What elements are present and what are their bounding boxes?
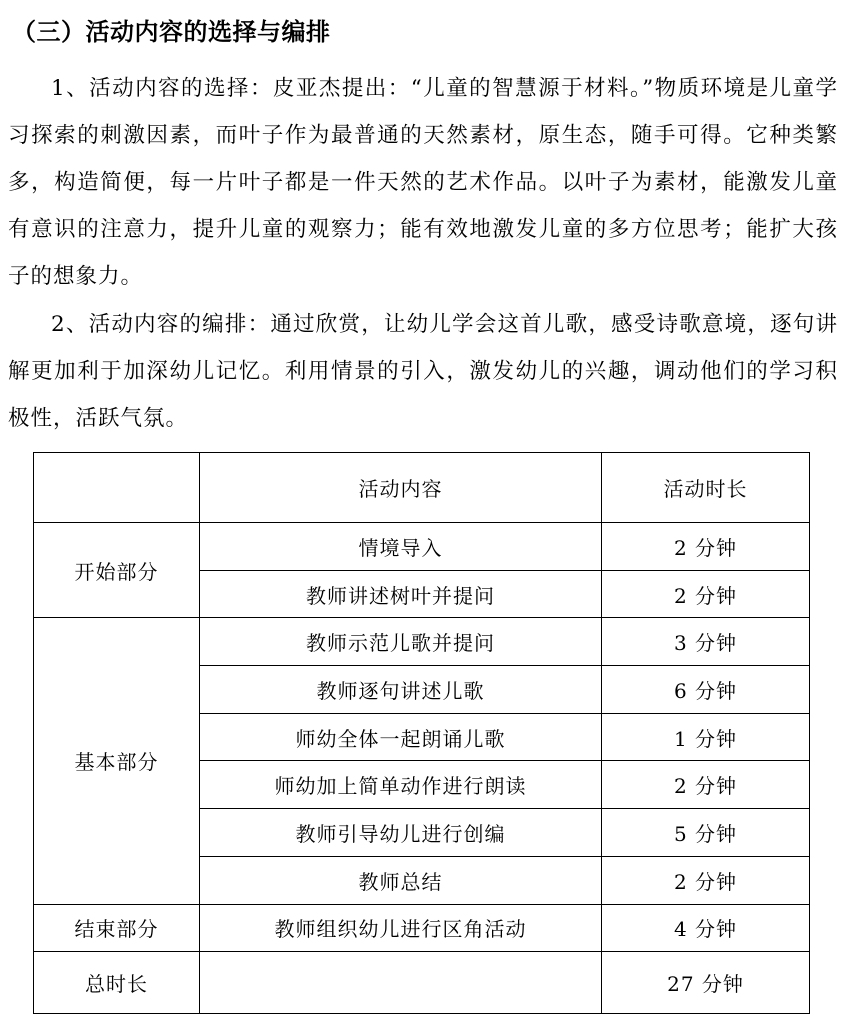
- total-duration-cell: 27 分钟: [602, 952, 810, 1014]
- activity-content-cell: 师幼加上简单动作进行朗读: [200, 761, 602, 809]
- activity-duration-cell: 2 分钟: [602, 761, 810, 809]
- activity-content-cell: 教师总结: [200, 856, 602, 904]
- activity-content-cell: 情境导入: [200, 523, 602, 571]
- activity-content-cell: 教师组织幼儿进行区角活动: [200, 904, 602, 952]
- header-activity-duration: 活动时长: [602, 453, 810, 523]
- activity-duration-cell: 2 分钟: [602, 570, 810, 618]
- total-content-cell: [200, 952, 602, 1014]
- table-total-row: [34, 952, 810, 1014]
- group-label-end: 结束部分: [34, 904, 200, 952]
- activity-content-cell: 师幼全体一起朗诵儿歌: [200, 713, 602, 761]
- group-label-start: 开始部分: [34, 523, 200, 618]
- activity-duration-cell: 5 分钟: [602, 809, 810, 857]
- activity-content-cell: 教师示范儿歌并提问: [200, 618, 602, 666]
- header-corner-cell: [34, 453, 200, 523]
- table-row: [34, 618, 810, 666]
- activity-schedule-table: [33, 452, 810, 1014]
- total-label-cell: 总时长: [34, 952, 200, 1014]
- header-activity-content: 活动内容: [200, 453, 602, 523]
- activity-duration-cell: 4 分钟: [602, 904, 810, 952]
- paragraph-content-selection: 1、活动内容的选择：皮亚杰提出：“儿童的智慧源于材料。”物质环境是儿童学习探索的刺激因素，而叶子作为最普通的天然素材，原生态，随手可得。它种类繁多，构造简便，每一片叶子都是一件天然的艺术作品。以叶子为素材，能激发儿童有意识的注意力，提升儿童的观察力；能有效地激发儿童的多方位思考；能扩大孩子的想象力。: [8, 76, 838, 289]
- group-label-basic: 基本部分: [34, 618, 200, 904]
- section-heading: （三）活动内容的选择与编排: [12, 18, 331, 46]
- paragraph-content-arrangement: 2、活动内容的编排：通过欣赏，让幼儿学会这首儿歌，感受诗歌意境，逐句讲解更加利于加深幼儿记忆。利用情景的引入，激发幼儿的兴趣，调动他们的学习积极性，活跃气氛。: [8, 312, 838, 431]
- activity-duration-cell: 1 分钟: [602, 713, 810, 761]
- activity-duration-cell: 6 分钟: [602, 666, 810, 714]
- activity-duration-cell: 3 分钟: [602, 618, 810, 666]
- activity-content-cell: 教师逐句讲述儿歌: [200, 666, 602, 714]
- activity-duration-cell: 2 分钟: [602, 523, 810, 571]
- table-row: [34, 904, 810, 952]
- activity-duration-cell: 2 分钟: [602, 856, 810, 904]
- activity-content-cell: 教师讲述树叶并提问: [200, 570, 602, 618]
- table-row: [34, 523, 810, 571]
- table-header-row: [34, 453, 810, 523]
- activity-content-cell: 教师引导幼儿进行创编: [200, 809, 602, 857]
